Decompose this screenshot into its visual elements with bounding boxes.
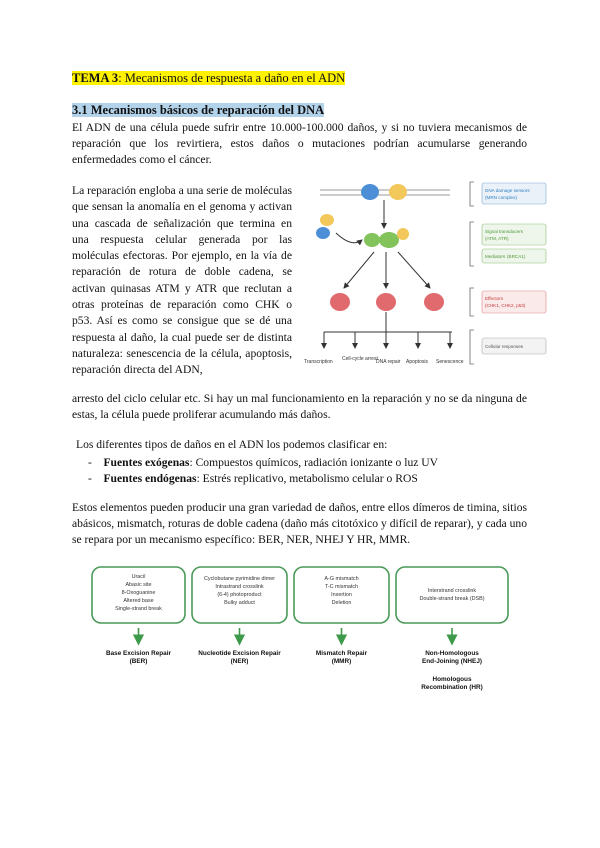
label-effectors-title: Effectors	[485, 296, 504, 301]
response-senescence: Senescence	[436, 359, 464, 365]
effector-arrow-left	[344, 252, 374, 288]
label-sensors-title: DNA damage sensors	[485, 188, 530, 193]
repair-paragraph-continued	[72, 391, 527, 423]
pathway-nhej-name: Non-Homologous	[425, 650, 479, 657]
label-transducers-sub: (ATM, ATR)	[485, 236, 509, 241]
damage-item: Cyclobutane pyrimidine dimer	[203, 576, 276, 582]
label-mediators-title: Mediators	[485, 254, 506, 259]
page-title	[72, 71, 345, 86]
damage-item: Single-strand break	[115, 606, 162, 612]
damage-item: A-G mismatch	[324, 576, 359, 582]
label-box-transducers	[482, 224, 546, 245]
damage-response-cascade-figure	[300, 178, 552, 378]
label-box-effectors	[482, 291, 546, 313]
bullet-bold: Fuentes endógenas	[103, 472, 197, 485]
section-heading-text: 3.1 Mecanismos básicos de reparación del DNA	[72, 103, 325, 117]
effector-arrow-right	[398, 252, 430, 288]
pathway-mmr-abbr: (MMR)	[331, 658, 352, 665]
damage-item: Bulky adduct	[224, 600, 255, 606]
repair-text-wrapped: La reparación engloba a una serie de moléculas que sensan la anomalía en el genoma y activan una cascada de señalización que termina en una respuesta celular generada por las moléculas efectoras. Por ejemplo, en la vía de reparación de rotura de doble cadena, se activan quinasas ATM y ATR que reclutan a otras proteínas de reparación como CHK o p53. Así es como se consigue que se dé una respuesta al daño, la cual puede ser de distinta naturaleza: senescencia de la célula, apoptosis, reparación directa del ADN,	[72, 184, 292, 377]
response-bracket	[470, 330, 474, 364]
pathway-ner-abbr: (NER)	[230, 658, 249, 665]
damage-intro	[76, 437, 531, 453]
damage-item: 8-Oxoguanine	[121, 590, 156, 596]
sensor-blue-circle	[361, 184, 379, 200]
transducer-yellow-circle	[397, 228, 409, 240]
section-heading	[72, 103, 324, 118]
effector-bracket	[470, 288, 474, 316]
bullet-text: : Estrés replicativo, metabolismo celular o ROS	[196, 472, 418, 485]
repair-text-continued: arresto del ciclo celular etc. Si hay un mal funcionamiento en la reparación y no se da ninguna de estas, la célula puede proliferar acumulando más daños.	[72, 392, 527, 422]
pathway-ber-abbr: (BER)	[129, 658, 148, 665]
dsb-damage-box	[396, 567, 508, 623]
elements-paragraph	[72, 500, 527, 549]
pathway-ber-name: Base Excision Repair	[105, 650, 172, 657]
label-box-sensors	[482, 183, 546, 204]
damage-item: Insertion	[331, 592, 352, 598]
damage-item: Altered base	[123, 598, 154, 604]
pathway-nhej-abbr: End-Joining (NHEJ)	[422, 658, 482, 665]
response-cell-cycle-arrest: Cell-cycle arrest	[342, 356, 378, 362]
damage-intro-text: Los diferentes tipos de daños en el ADN los podemos clasificar en:	[76, 438, 388, 451]
title-bold: TEMA 3	[72, 71, 119, 85]
damage-bullets	[88, 455, 438, 487]
transducer-green-large	[379, 232, 399, 248]
pathway-ner-name: Nucleotide Excision Repair	[198, 650, 281, 657]
damage-item: Deletion	[331, 600, 352, 606]
transducer-bracket	[470, 222, 474, 266]
bullet-item	[88, 471, 438, 487]
transducer-green-small	[364, 233, 380, 247]
intro-text: El ADN de una célula puede sufrir entre 10.000-100.000 daños, y si no tuviera mecanismos de reparación que los revirtiera, estos daños o mutaciones podrían acumularse generando enfermedades como el cáncer.	[72, 121, 527, 167]
damage-item: Intrastrand crosslink	[215, 584, 264, 590]
repair-paragraph-wrapped	[72, 183, 292, 379]
damage-item: Interstrand crosslink	[427, 588, 477, 594]
label-mediators-sub: (BRCA1)	[507, 254, 526, 259]
damage-item: (6-4) photoproduct	[217, 592, 262, 598]
response-transcription: Transcription	[304, 359, 333, 365]
label-sensors-sub: (MRN complex)	[485, 195, 517, 200]
pathway-mmr-name: Mismatch Repair	[315, 650, 368, 657]
sensor-bracket	[470, 182, 474, 206]
bullet-marker: -	[88, 456, 92, 469]
damage-item: Uracil	[131, 574, 146, 580]
effector-red-circle	[376, 293, 396, 311]
mediator-blue-circle	[316, 227, 330, 239]
damage-item: Abasic site	[125, 582, 152, 588]
recruit-arrow	[336, 233, 362, 243]
bullet-marker: -	[88, 472, 92, 485]
label-responses-title: Cellular responses	[485, 344, 524, 349]
damage-item: T-C mismatch	[324, 584, 359, 590]
response-apoptosis: Apoptosis	[406, 359, 428, 365]
mediator-yellow-circle	[320, 214, 334, 226]
pathway-hr-abbr: Recombination (HR)	[421, 684, 483, 691]
effector-red-circle	[330, 293, 350, 311]
intro-paragraph	[72, 120, 527, 169]
bullet-text: : Compuestos químicos, radiación ionizante o luz UV	[189, 456, 439, 469]
response-dna-repair: DNA repair	[376, 359, 401, 365]
pathway-hr-name: Homologous	[432, 676, 472, 683]
repair-pathways-figure	[86, 562, 526, 702]
elements-text: Estos elementos pueden producir una gran variedad de daños, entre ellos dímeros de timina, sitios abásicos, mismatch, roturas de doble cadena (daño más citotóxico y difícil de reparar), y cada uno se repara por un mecanismo específico: BER, NER, NHEJ Y HR, MMR.	[72, 501, 527, 547]
label-transducers-title: Signal transducers	[485, 229, 524, 234]
title-rest: : Mecanismos de respuesta a daño en el ADN	[118, 71, 346, 85]
effector-red-circle	[424, 293, 444, 311]
sensor-yellow-circle	[389, 184, 407, 200]
damage-item: Double-strand break (DSB)	[419, 596, 485, 602]
bullet-item	[88, 455, 438, 471]
label-effectors-sub: (CHK1, CHK2, p53)	[485, 303, 526, 308]
bullet-bold: Fuentes exógenas	[103, 456, 190, 469]
